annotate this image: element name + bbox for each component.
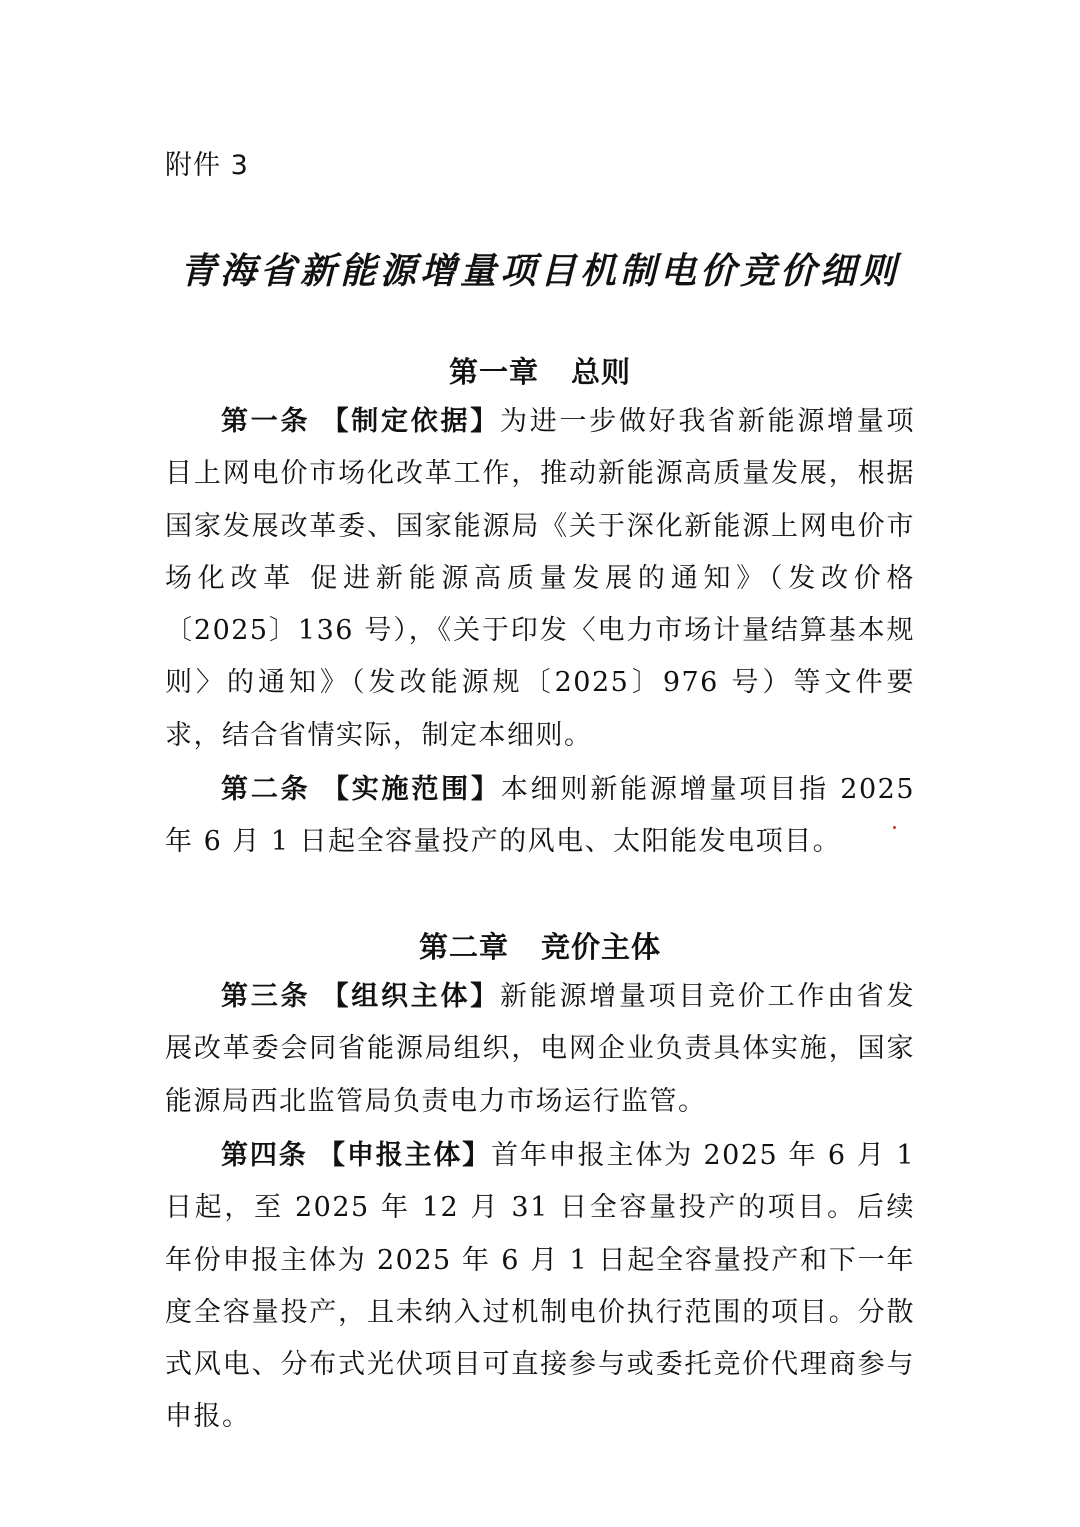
article-1 <box>165 396 915 762</box>
article-body: 新能源增量项目竞价工作由省发展改革委会同省能源局组织，电网企业负责具体实施，国家能源局西北监管局负责电力市场运行监管。 <box>165 981 916 1117</box>
article-4 <box>165 1130 915 1444</box>
chapter-heading-2 <box>0 925 1080 966</box>
article-body: 为进一步做好我省新能源增量项目上网电价市场化改革工作，推动新能源高质量发展，根据国家发展改革委、国家能源局《关于深化新能源上网电价市场化改革 促进新能源高质量发展的通知》（发改价格〔2025〕136 号），《关于印发〈电力市场计量结算基本规则〉的通知》（发改能源规〔2025〕976 号）等文件要求，结合省情实际，制定本细则。 <box>165 406 916 751</box>
document-title: 青海省新能源增量项目机制电价竞价细则 <box>179 250 900 292</box>
article-heading: 【制定依据】 <box>321 406 500 437</box>
article-heading: 【实施范围】 <box>321 774 501 805</box>
article-heading: 【申报主体】 <box>318 1140 492 1171</box>
article-3 <box>165 971 915 1128</box>
article-number: 第一条 <box>221 406 311 437</box>
article-number: 第二条 <box>221 774 311 805</box>
article-body: 本细则新能源增量项目指 2025 年 6 月 1 日起全容量投产的风电、太阳能发电项目。 <box>165 774 916 858</box>
chapter-number: 第二章 <box>418 930 509 964</box>
chapter-number: 第一章 <box>448 355 539 389</box>
attachment-label: 附件 3 <box>165 150 249 181</box>
article-heading: 【组织主体】 <box>321 981 500 1012</box>
article-2 <box>165 764 915 869</box>
chapter-heading-1 <box>0 350 1080 391</box>
red-mark <box>893 826 896 829</box>
chapter-name: 总则 <box>571 355 632 389</box>
article-body: 首年申报主体为 2025 年 6 月 1 日起，至 2025 年 12 月 31 日全容量投产的项目。后续年份申报主体为 2025 年 6 月 1 日起全容量投产和下一年度全容量投产，且未纳入过机制电价执行范围的项目。分散式风电、分布式光伏项目可直接参与或委托竞价代理商参与申报。 <box>165 1140 916 1433</box>
chapter-name: 竞价主体 <box>541 930 662 964</box>
article-number: 第四条 <box>221 1140 308 1171</box>
article-number: 第三条 <box>221 981 311 1012</box>
